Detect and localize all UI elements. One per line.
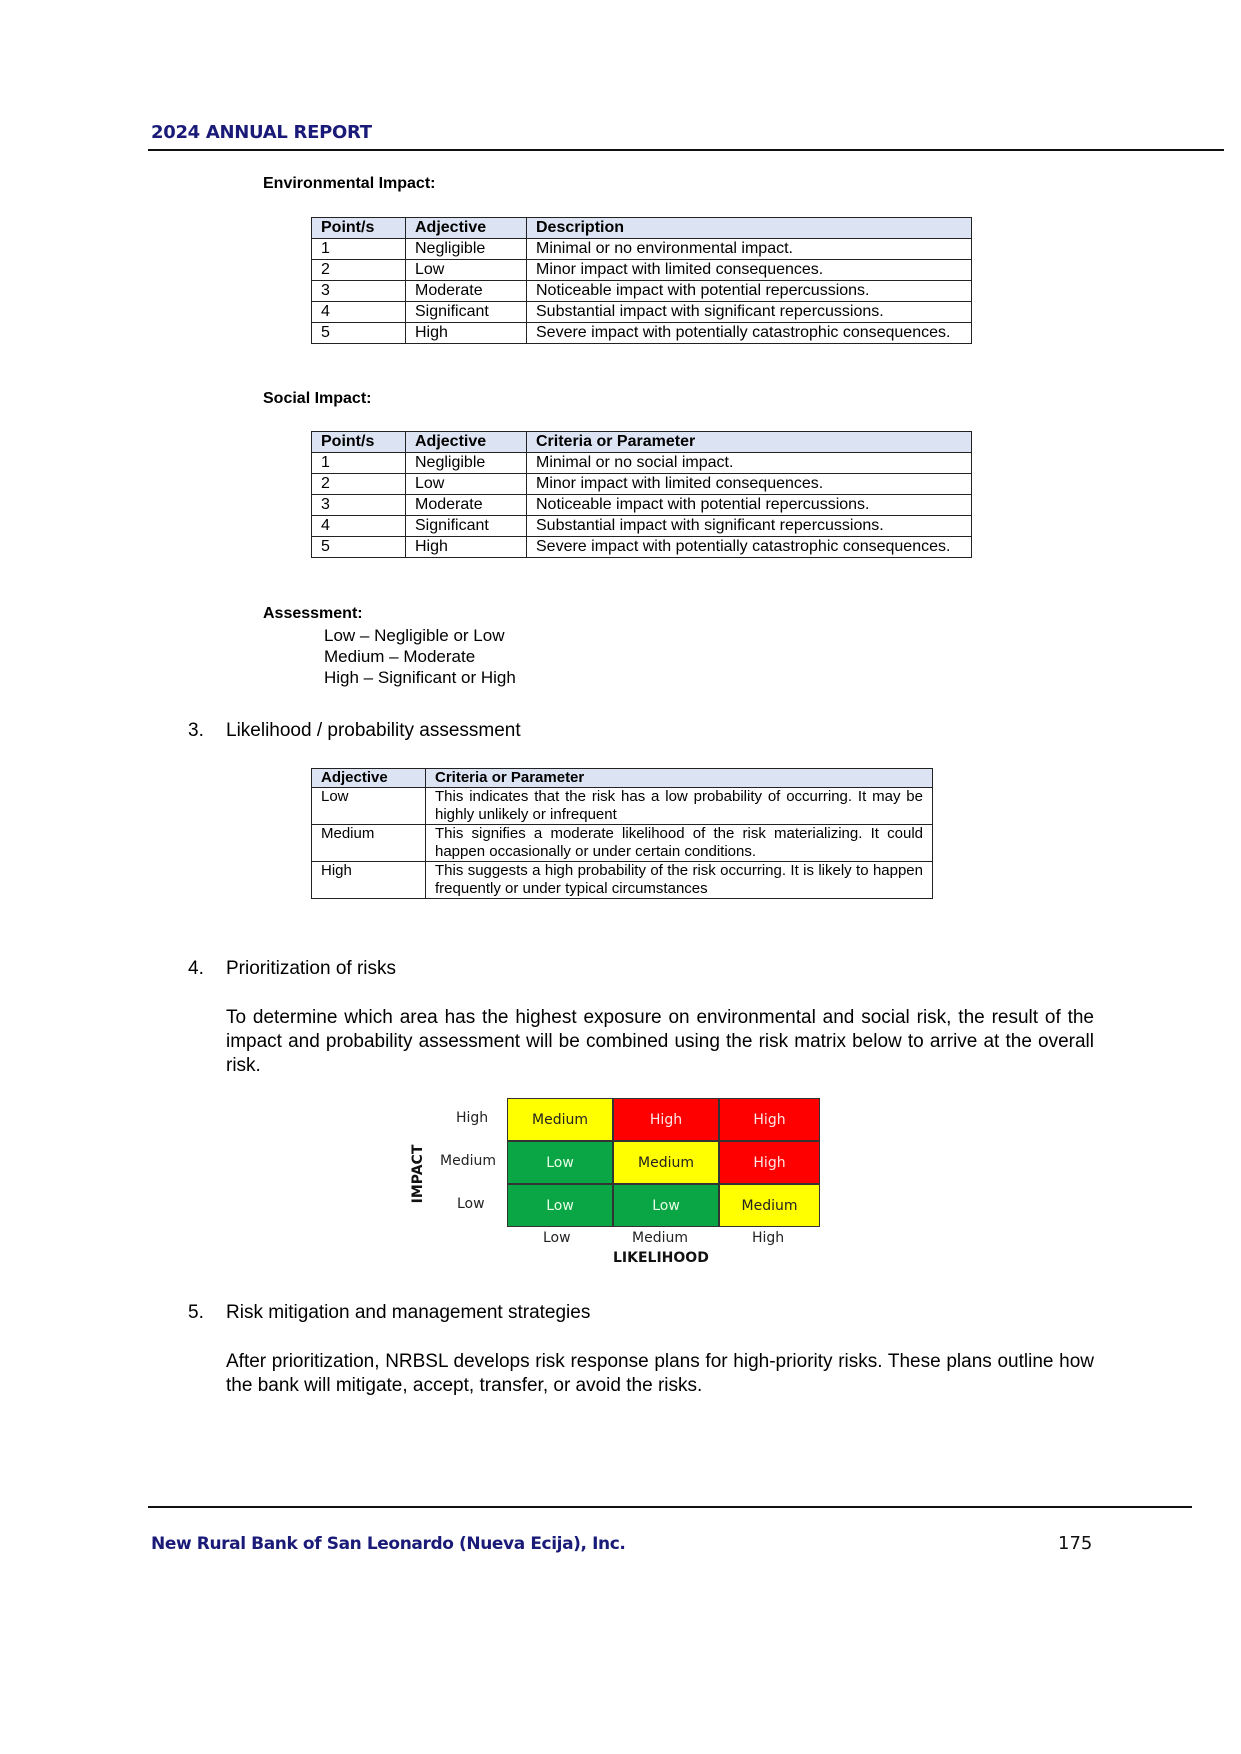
column-header: Criteria or Parameter [426,769,933,788]
cell-adjective: Negligible [406,239,527,260]
section-title: Risk mitigation and management strategies [226,1302,591,1323]
likelihood-label-high: High [752,1230,785,1246]
likelihood-table [311,768,933,899]
section-number: 5. [188,1302,204,1323]
cell-adjective: Significant [406,302,527,323]
assessment-line: High – Significant or High [324,668,516,687]
social-impact-table [311,431,972,558]
cell-adjective: Moderate [406,281,527,302]
cell-adjective: High [406,537,527,558]
report-header-title: 2024 ANNUAL REPORT [151,122,372,143]
table-header-row [312,218,972,239]
table-row [312,281,972,302]
cell-adjective: High [312,862,426,899]
table-row [312,825,933,862]
assessment-line: Medium – Moderate [324,647,476,666]
cell-adjective: Significant [406,516,527,537]
risk-matrix-cell: High [719,1098,820,1141]
table-row [312,474,972,495]
cell-points: 1 [312,239,406,260]
column-header: Adjective [406,218,527,239]
cell-criteria: Minimal or no social impact. [527,453,972,474]
likelihood-axis-title: LIKELIHOOD [613,1250,709,1266]
table-row [312,516,972,537]
risk-matrix-cell: High [719,1141,820,1184]
table-row [312,862,933,899]
cell-description: Minor impact with limited consequences. [527,260,972,281]
cell-points: 5 [312,537,406,558]
cell-points: 3 [312,495,406,516]
cell-criteria: Noticeable impact with potential repercussions. [527,495,972,516]
cell-adjective: Low [406,474,527,495]
cell-adjective: Negligible [406,453,527,474]
environmental-impact-table [311,217,972,344]
risk-matrix [400,1090,840,1280]
cell-criteria: Minor impact with limited consequences. [527,474,972,495]
section-5-paragraph: After prioritization, NRBSL develops risk response plans for high-priority risks. These plans outline how the bank will mitigate, accept, transfer, or avoid the risks. [226,1351,1094,1396]
assessment-label: Assessment: [263,605,363,622]
column-header: Point/s [312,218,406,239]
column-header: Point/s [312,432,406,453]
cell-description: Noticeable impact with potential repercussions. [527,281,972,302]
likelihood-label-low: Low [543,1230,571,1246]
cell-adjective: Moderate [406,495,527,516]
table-row [312,302,972,323]
section-4-paragraph: To determine which area has the highest exposure on environmental and social risk, the result of the impact and probability assessment will be combined using the risk matrix below to arrive at the overall risk. [226,1007,1094,1076]
column-header: Adjective [406,432,527,453]
cell-points: 2 [312,260,406,281]
risk-matrix-cell: Low [507,1141,613,1184]
risk-matrix-cell: Low [507,1184,613,1227]
cell-adjective: Medium [312,825,426,862]
risk-matrix-cell: High [613,1098,719,1141]
cell-points: 4 [312,302,406,323]
table-row [312,323,972,344]
cell-points: 5 [312,323,406,344]
risk-matrix-cell: Low [613,1184,719,1227]
column-header: Criteria or Parameter [527,432,972,453]
cell-description: Substantial impact with significant repercussions. [527,302,972,323]
impact-label-medium: Medium [440,1153,496,1169]
table-row [312,239,972,260]
cell-adjective: Low [406,260,527,281]
page-number: 175 [1058,1533,1093,1554]
cell-criteria: This indicates that the risk has a low probability of occurring. It may be highly unlikely or infrequent [426,788,933,825]
table-row [312,788,933,825]
social-impact-label: Social Impact: [263,390,372,407]
assessment-line: Low – Negligible or Low [324,626,505,645]
cell-points: 3 [312,281,406,302]
cell-adjective: High [406,323,527,344]
cell-description: Severe impact with potentially catastrophic consequences. [527,323,972,344]
table-row [312,260,972,281]
footer-organization: New Rural Bank of San Leonardo (Nueva Ecija), Inc. [151,1534,626,1554]
section-title: Prioritization of risks [226,958,396,979]
table-row [312,453,972,474]
cell-criteria: This signifies a moderate likelihood of the risk materializing. It could happen occasionally or under certain conditions. [426,825,933,862]
cell-criteria: Severe impact with potentially catastrophic consequences. [527,537,972,558]
environmental-impact-label: Environmental Impact: [263,175,436,192]
cell-adjective: Low [312,788,426,825]
section-number: 4. [188,958,204,979]
column-header: Description [527,218,972,239]
cell-criteria: This suggests a high probability of the risk occurring. It is likely to happen frequently or under typical circumstances [426,862,933,899]
table-header-row [312,432,972,453]
impact-axis-title: IMPACT [410,1144,426,1204]
section-number: 3. [188,720,204,741]
impact-label-high: High [456,1110,489,1126]
cell-description: Minimal or no environmental impact. [527,239,972,260]
footer-divider [148,1506,1192,1508]
risk-matrix-cell: Medium [719,1184,820,1227]
cell-points: 2 [312,474,406,495]
cell-points: 1 [312,453,406,474]
table-header-row [312,769,933,788]
header-divider [148,149,1224,151]
cell-points: 4 [312,516,406,537]
risk-matrix-cell: Medium [613,1141,719,1184]
section-title: Likelihood / probability assessment [226,720,521,741]
risk-matrix-cell: Medium [507,1098,613,1141]
table-row [312,495,972,516]
table-row [312,537,972,558]
likelihood-label-medium: Medium [632,1230,688,1246]
cell-criteria: Substantial impact with significant repercussions. [527,516,972,537]
column-header: Adjective [312,769,426,788]
impact-label-low: Low [457,1196,485,1212]
